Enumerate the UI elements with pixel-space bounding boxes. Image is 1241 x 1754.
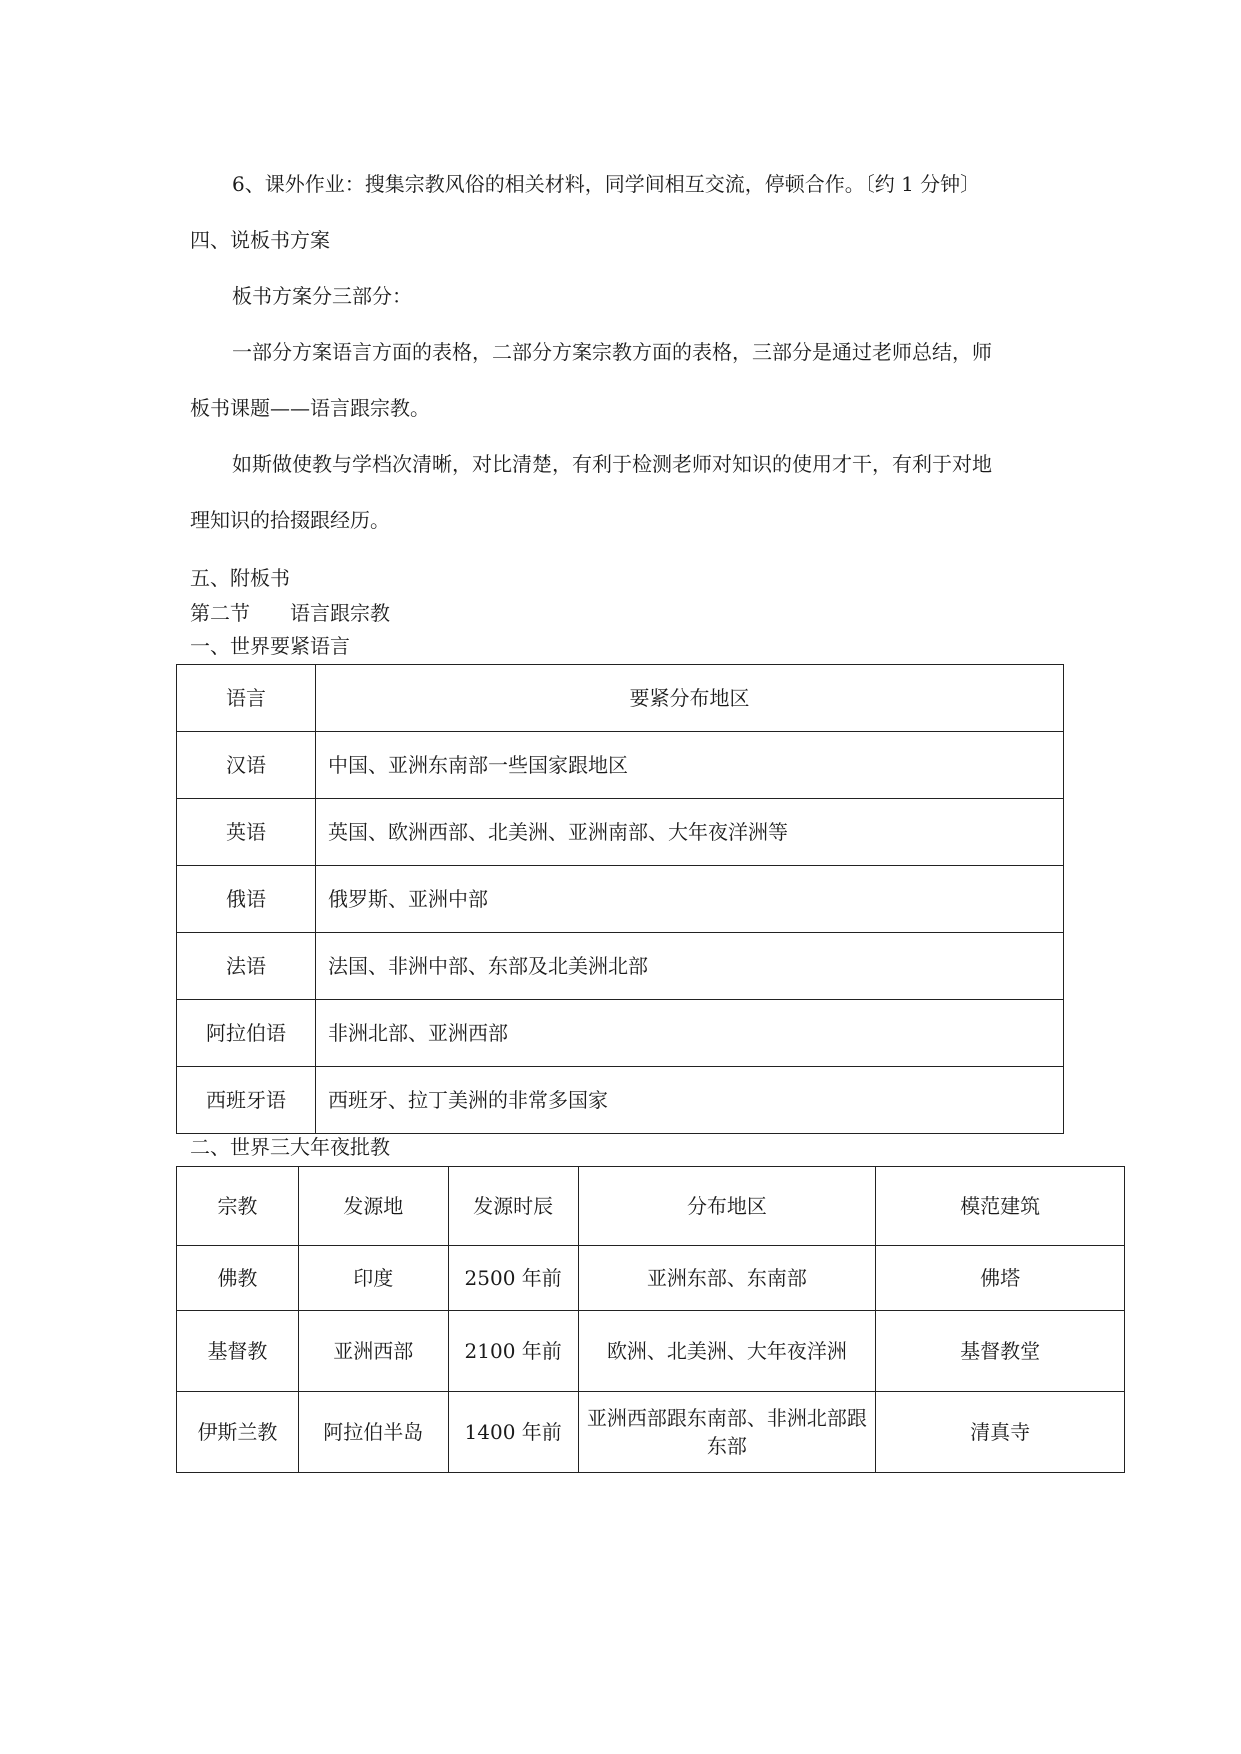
language-cell: 西班牙语: [177, 1067, 316, 1134]
plan-detail-line-2: 板书课题——语言跟宗教。: [190, 396, 430, 420]
header-cell-religion: 宗教: [177, 1167, 299, 1246]
languages-table: [176, 664, 1064, 1134]
table2-caption: 二、世界三大年夜批教: [190, 1135, 390, 1159]
origin-time-cell: 2100 年前: [448, 1311, 578, 1392]
header-cell-origin: 发源地: [298, 1167, 448, 1246]
distribution-cell: 欧洲、北美洲、大年夜洋洲: [578, 1311, 876, 1392]
header-cell-language: 语言: [177, 665, 316, 732]
plan-intro-paragraph: 板书方案分三部分：: [232, 284, 412, 308]
homework-paragraph: 6、课外作业：搜集宗教风俗的相关材料，同学间相互交流，停顿合作。〔约 1 分钟〕: [232, 172, 981, 196]
origin-cell: 印度: [298, 1246, 448, 1311]
language-cell: 阿拉伯语: [177, 1000, 316, 1067]
table-row: [177, 1311, 1125, 1392]
table-row: [177, 799, 1064, 866]
header-cell-distribution: 分布地区: [578, 1167, 876, 1246]
table-row: [177, 1392, 1125, 1473]
architecture-cell: 基督教堂: [876, 1311, 1125, 1392]
table-header-row: [177, 665, 1064, 732]
table-row: [177, 1246, 1125, 1311]
region-cell: 中国、亚洲东南部一些国家跟地区: [316, 732, 1064, 799]
distribution-cell: 亚洲西部跟东南部、非洲北部跟东部: [578, 1392, 876, 1473]
origin-cell: 亚洲西部: [298, 1311, 448, 1392]
origin-time-cell: 1400 年前: [448, 1392, 578, 1473]
table1-caption: 一、世界要紧语言: [190, 634, 350, 658]
language-cell: 英语: [177, 799, 316, 866]
language-cell: 俄语: [177, 866, 316, 933]
region-cell: 俄罗斯、亚洲中部: [316, 866, 1064, 933]
section5-heading: 五、附板书: [190, 566, 290, 590]
origin-cell: 阿拉伯半岛: [298, 1392, 448, 1473]
header-cell-region: 要紧分布地区: [316, 665, 1064, 732]
benefit-line-2: 理知识的拾掇跟经历。: [190, 508, 390, 532]
language-cell: 法语: [177, 933, 316, 1000]
table-row: [177, 732, 1064, 799]
religion-cell: 佛教: [177, 1246, 299, 1311]
religions-table: [176, 1166, 1125, 1473]
benefit-line-1: 如斯做使教与学档次清晰，对比清楚，有利于检测老师对知识的使用才干，有利于对地: [232, 452, 992, 476]
header-cell-architecture: 模范建筑: [876, 1167, 1125, 1246]
table-row: [177, 1000, 1064, 1067]
table-row: [177, 933, 1064, 1000]
header-cell-origin-time: 发源时辰: [448, 1167, 578, 1246]
language-cell: 汉语: [177, 732, 316, 799]
architecture-cell: 清真寺: [876, 1392, 1125, 1473]
religion-cell: 基督教: [177, 1311, 299, 1392]
region-cell: 英国、欧洲西部、北美洲、亚洲南部、大年夜洋洲等: [316, 799, 1064, 866]
origin-time-cell: 2500 年前: [448, 1246, 578, 1311]
lesson-title: 第二节 语言跟宗教: [190, 601, 390, 625]
table-header-row: [177, 1167, 1125, 1246]
religion-cell: 伊斯兰教: [177, 1392, 299, 1473]
plan-detail-line-1: 一部分方案语言方面的表格，二部分方案宗教方面的表格，三部分是通过老师总结，师: [232, 340, 992, 364]
distribution-cell: 亚洲东部、东南部: [578, 1246, 876, 1311]
architecture-cell: 佛塔: [876, 1246, 1125, 1311]
section4-heading: 四、说板书方案: [190, 228, 330, 252]
region-cell: 西班牙、拉丁美洲的非常多国家: [316, 1067, 1064, 1134]
region-cell: 法国、非洲中部、东部及北美洲北部: [316, 933, 1064, 1000]
table-row: [177, 1067, 1064, 1134]
region-cell: 非洲北部、亚洲西部: [316, 1000, 1064, 1067]
table-row: [177, 866, 1064, 933]
